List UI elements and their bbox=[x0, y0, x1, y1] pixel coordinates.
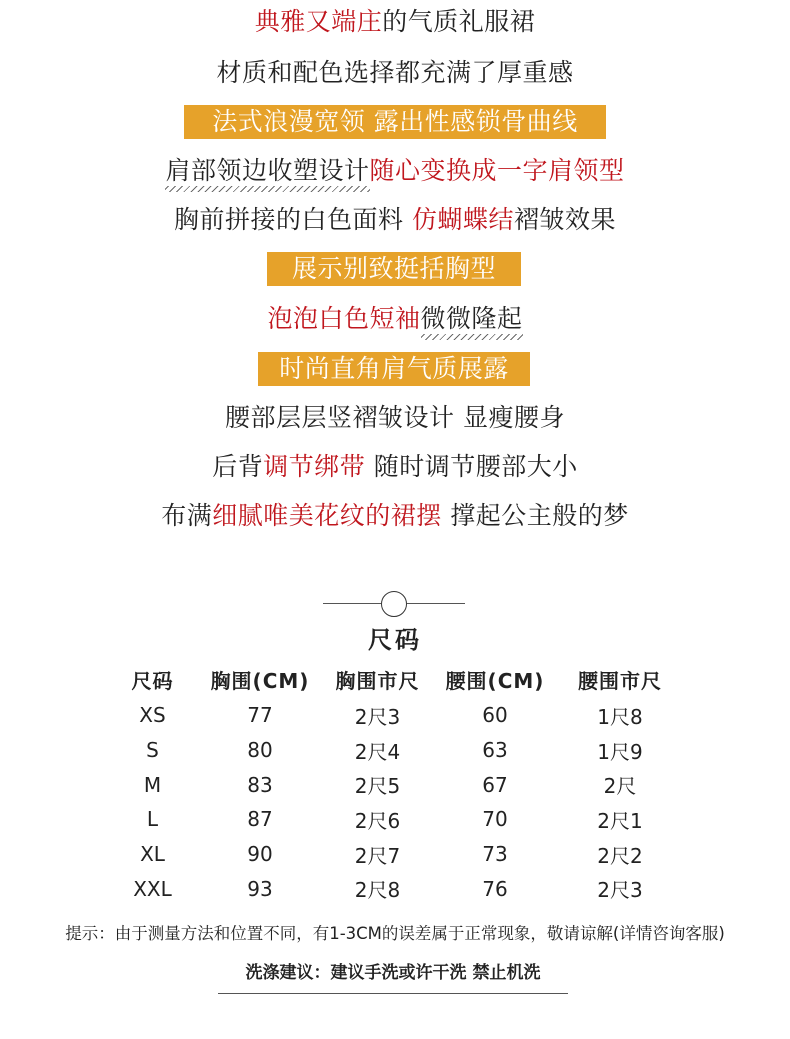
table-row bbox=[95, 733, 695, 768]
cell-bust-chi: 2尺8 bbox=[354, 878, 401, 903]
cell-bust-cm: 90 bbox=[247, 842, 273, 867]
cell-size: L bbox=[146, 807, 159, 832]
desc-highlight: 仿蝴蝶结 bbox=[411, 205, 514, 234]
cell-waist-cm: 60 bbox=[482, 703, 508, 728]
size-section-title: 尺码 bbox=[368, 626, 422, 654]
desc-text: 褶皱效果 bbox=[513, 205, 616, 234]
desc-highlight: 典雅又端庄 bbox=[254, 7, 383, 36]
desc-text: 胸前拼接的白色面料 bbox=[174, 205, 412, 234]
cell-bust-chi: 2尺7 bbox=[354, 843, 401, 868]
cell-waist-cm: 63 bbox=[482, 738, 508, 763]
header-size: 尺码 bbox=[131, 668, 174, 693]
cell-waist-chi: 1尺8 bbox=[597, 704, 643, 729]
cell-waist-cm: 73 bbox=[482, 842, 508, 867]
cell-waist-chi: 1尺9 bbox=[597, 739, 643, 764]
cell-size: M bbox=[143, 772, 162, 797]
feature-banner-1: 法式浪漫宽领 露出性感锁骨曲线 bbox=[184, 105, 606, 139]
cell-bust-cm: 77 bbox=[247, 703, 273, 728]
size-table-header bbox=[95, 660, 695, 698]
cell-bust-cm: 87 bbox=[247, 807, 273, 832]
cell-bust-cm: 80 bbox=[247, 738, 273, 763]
table-row bbox=[95, 871, 695, 906]
cell-size: XXL bbox=[133, 876, 172, 901]
desc-text: 微微隆起 bbox=[421, 302, 523, 336]
size-table bbox=[95, 660, 695, 906]
desc-text: 撑起公主般的梦 bbox=[441, 501, 629, 530]
desc-highlight: 细腻唯美花纹的裙摆 bbox=[212, 501, 442, 530]
measurement-note: 提示：由于测量方法和位置不同，有1-3CM的误差属于正常现象，敬请谅解(详情咨询客服) bbox=[65, 924, 725, 943]
cell-waist-cm: 70 bbox=[482, 807, 508, 832]
desc-highlight: 随心变换成一字肩领型 bbox=[369, 156, 625, 185]
desc-line-3 bbox=[0, 154, 790, 188]
desc-line-5 bbox=[0, 302, 790, 336]
desc-text: 随时调节腰部大小 bbox=[365, 452, 578, 481]
table-row bbox=[95, 698, 695, 733]
header-waist-chi: 腰围市尺 bbox=[578, 668, 662, 693]
desc-text: 的气质礼服裙 bbox=[382, 7, 536, 36]
feature-banner-3: 时尚直角肩气质展露 bbox=[258, 352, 530, 386]
cell-waist-chi: 2尺1 bbox=[597, 808, 643, 833]
desc-line-4 bbox=[0, 203, 790, 237]
desc-line-6 bbox=[0, 401, 790, 435]
header-bust-cm: 胸围(CM) bbox=[210, 668, 310, 693]
cell-bust-chi: 2尺5 bbox=[354, 774, 401, 799]
desc-line-1 bbox=[0, 5, 790, 39]
desc-text: 后背 bbox=[212, 452, 264, 481]
divider-circle-ornament bbox=[381, 591, 407, 617]
desc-highlight: 调节绑带 bbox=[263, 452, 366, 481]
cell-waist-chi: 2尺2 bbox=[597, 843, 643, 868]
desc-text: 肩部领边收塑设计 bbox=[165, 154, 369, 188]
feature-banner-2: 展示别致挺括胸型 bbox=[267, 252, 521, 286]
cell-size: S bbox=[146, 738, 159, 763]
cell-waist-cm: 76 bbox=[482, 876, 508, 901]
cell-size: XS bbox=[139, 703, 166, 728]
desc-text: 腰部层层竖褶皱设计 显瘦腰身 bbox=[225, 403, 565, 432]
washing-advice: 洗涤建议：建议手洗或许干洗 禁止机洗 bbox=[218, 958, 568, 994]
cell-bust-cm: 93 bbox=[247, 876, 273, 901]
table-row bbox=[95, 767, 695, 802]
desc-highlight: 泡泡白色短袖 bbox=[267, 304, 421, 333]
desc-line-8 bbox=[0, 499, 790, 533]
divider-right bbox=[407, 603, 465, 604]
table-row bbox=[95, 802, 695, 837]
cell-bust-chi: 2尺6 bbox=[354, 808, 401, 833]
desc-line-7 bbox=[0, 450, 790, 484]
cell-bust-chi: 2尺3 bbox=[354, 704, 401, 729]
cell-waist-chi: 2尺3 bbox=[597, 878, 643, 903]
header-bust-chi: 胸围市尺 bbox=[335, 668, 420, 693]
table-row bbox=[95, 837, 695, 872]
desc-text: 材质和配色选择都充满了厚重感 bbox=[216, 58, 574, 87]
desc-text: 布满 bbox=[161, 501, 213, 530]
divider-left bbox=[323, 603, 381, 604]
cell-size: XL bbox=[140, 842, 165, 867]
cell-bust-chi: 2尺4 bbox=[354, 739, 401, 764]
desc-line-2 bbox=[0, 56, 790, 90]
cell-waist-chi: 2尺 bbox=[603, 774, 637, 799]
header-waist-cm: 腰围(CM) bbox=[445, 668, 545, 693]
cell-bust-cm: 83 bbox=[247, 772, 273, 797]
cell-waist-cm: 67 bbox=[482, 772, 508, 797]
